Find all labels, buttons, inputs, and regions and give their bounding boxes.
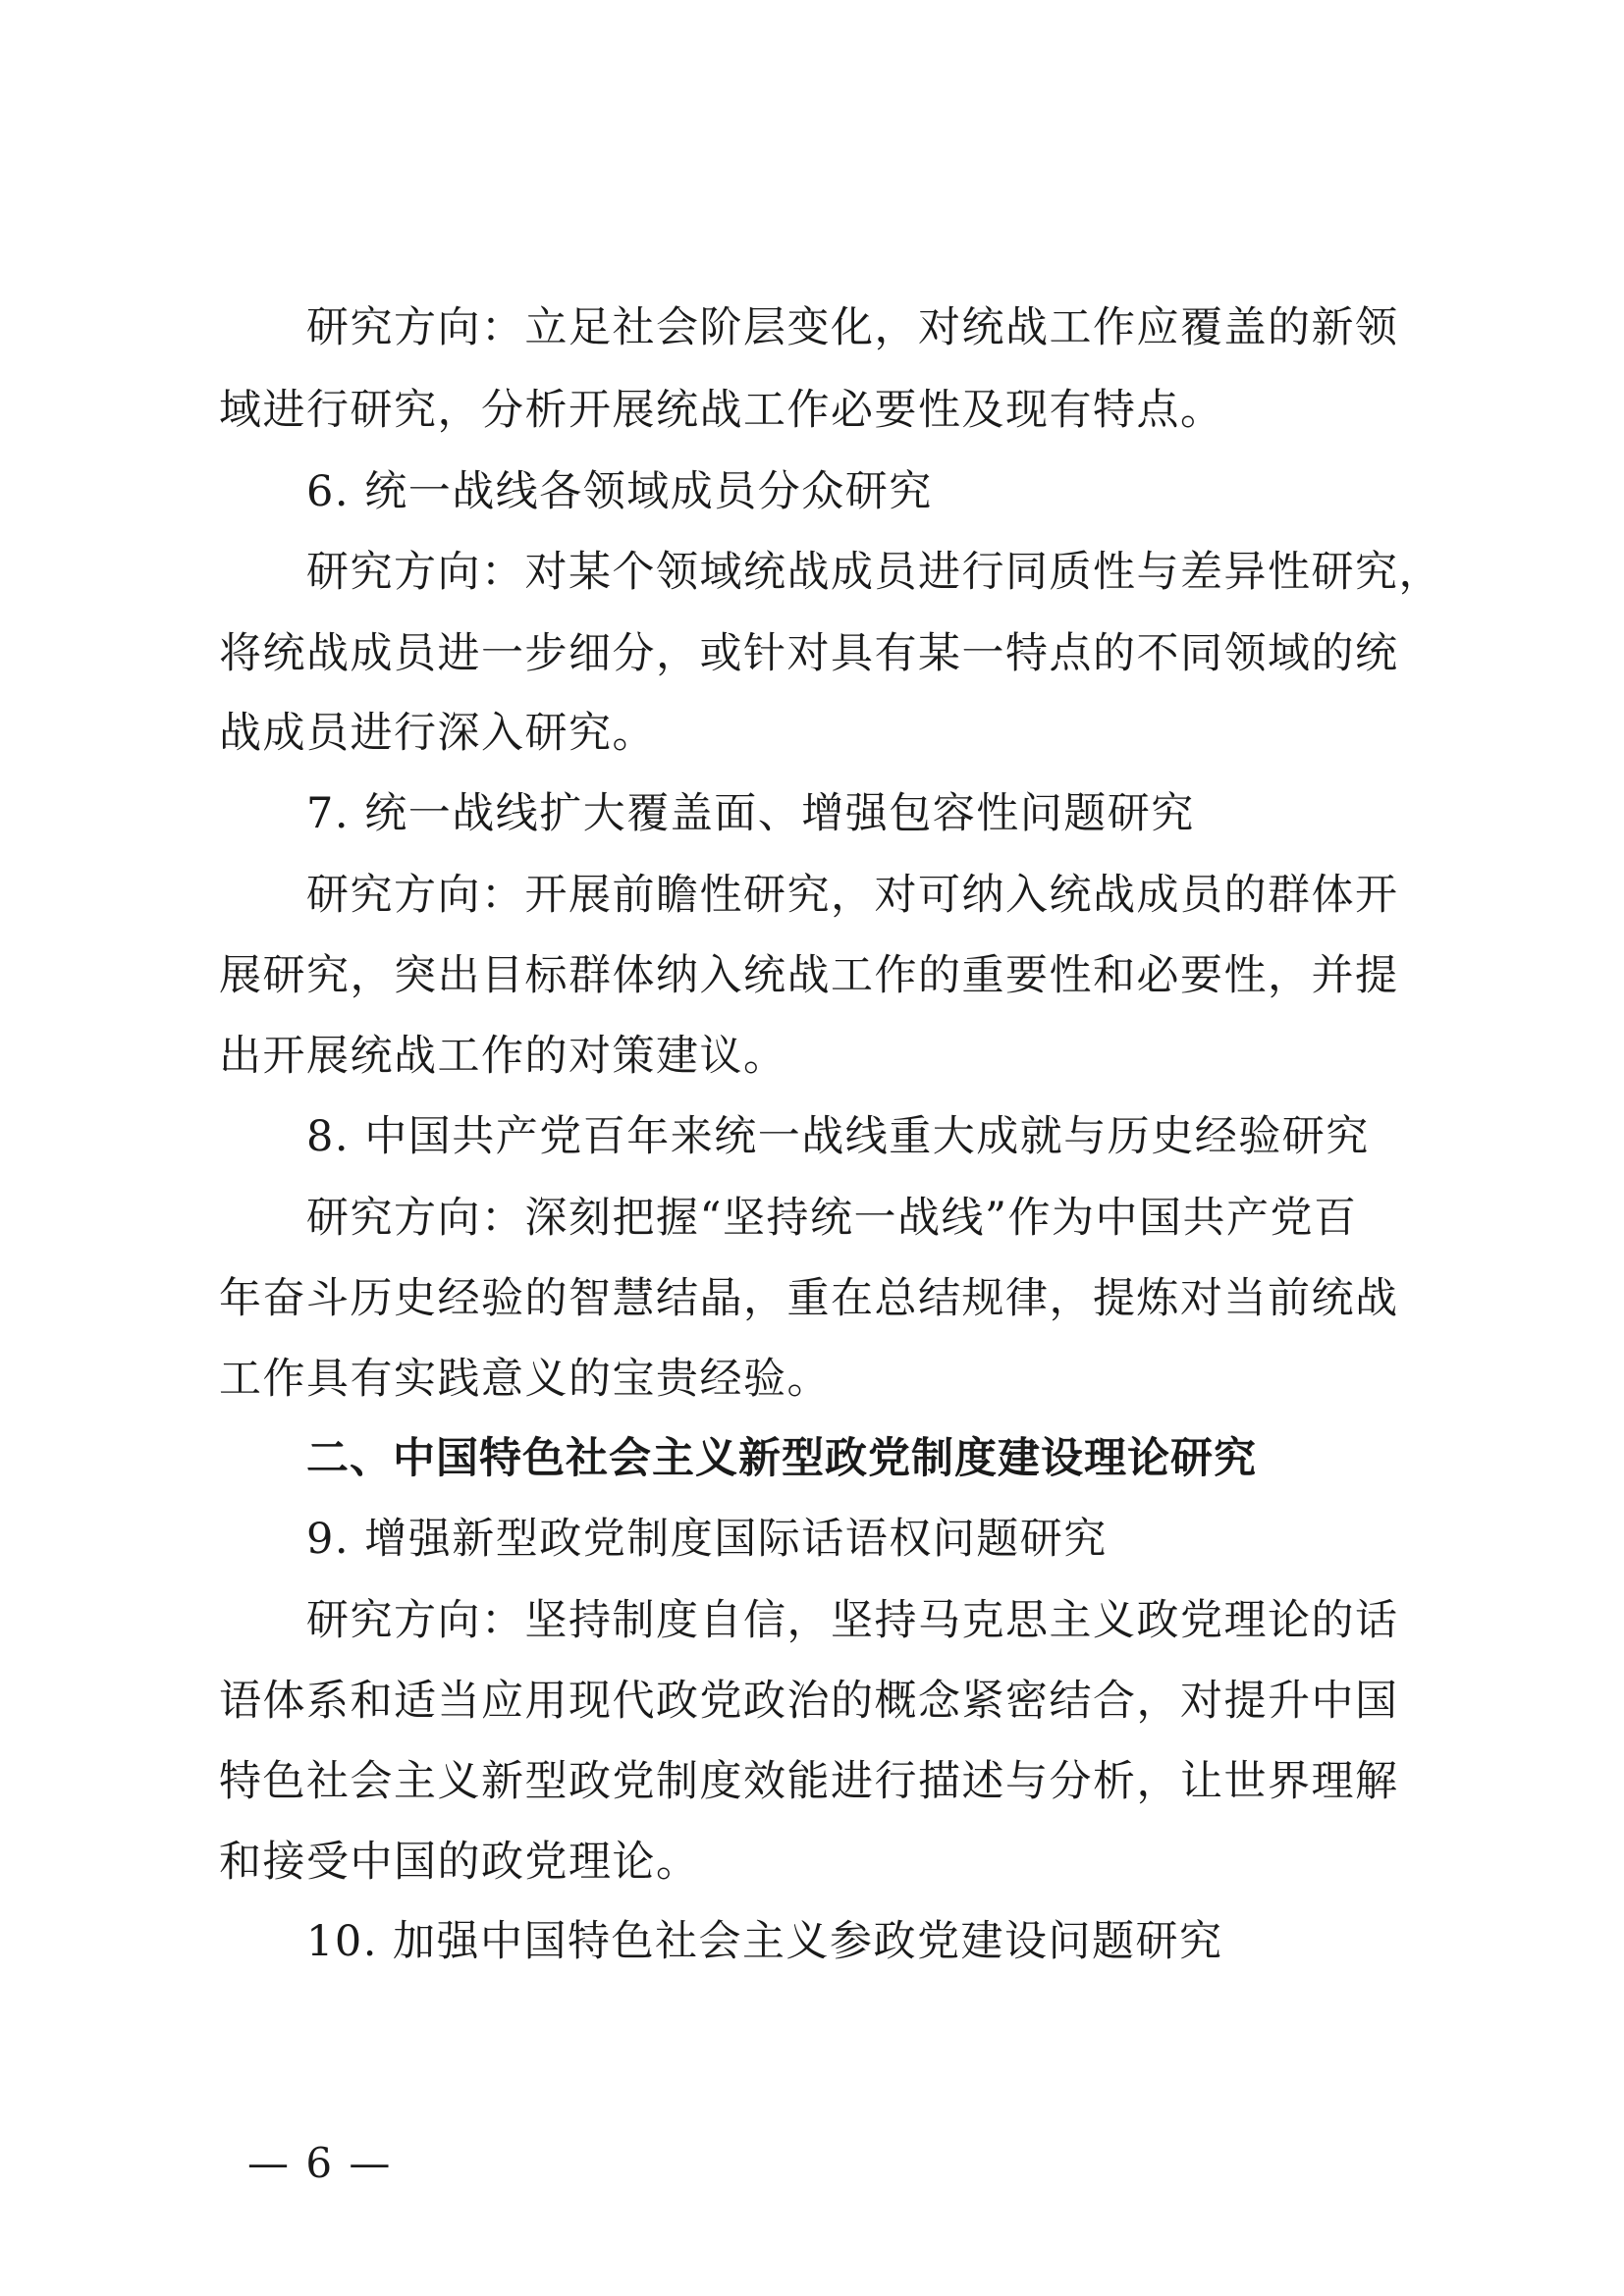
item-heading: 6. 统一战线各领域成员分众研究 [306, 467, 933, 516]
paragraph-line: 研究方向：坚持制度自信，坚持马克思主义政党理论的话 [306, 1596, 1399, 1645]
paragraph-line: 展研究，突出目标群体纳入统战工作的重要性和必要性，并提 [219, 951, 1399, 1000]
item-heading: 10. 加强中国特色社会主义参政党建设问题研究 [306, 1917, 1223, 1966]
item-heading: 8. 中国共产党百年来统一战线重大成就与历史经验研究 [306, 1112, 1370, 1161]
paragraph-line: 战成员进行深入研究。 [219, 709, 656, 758]
page-number: — 6 — [247, 2139, 393, 2187]
paragraph-line: 研究方向：开展前瞻性研究，对可纳入统战成员的群体开 [306, 871, 1399, 920]
item-heading: 7. 统一战线扩大覆盖面、增强包容性问题研究 [306, 789, 1195, 838]
paragraph-line: 特色社会主义新型政党制度效能进行描述与分析，让世界理解 [219, 1757, 1399, 1806]
paragraph-line: 将统战成员进一步细分，或针对具有某一特点的不同领域的统 [219, 629, 1399, 678]
paragraph-line: 出开展统战工作的对策建议。 [219, 1032, 787, 1081]
paragraph-line: 域进行研究，分析开展统战工作必要性及现有特点。 [219, 386, 1224, 435]
paragraph-line: 语体系和适当应用现代政党政治的概念紧密结合，对提升中国 [219, 1677, 1399, 1726]
section-heading: 二、中国特色社会主义新型政党制度建设理论研究 [306, 1434, 1257, 1483]
item-heading: 9. 增强新型政党制度国际话语权问题研究 [306, 1515, 1108, 1564]
paragraph-line: 和接受中国的政党理论。 [219, 1838, 700, 1887]
paragraph-line: 年奋斗历史经验的智慧结晶，重在总结规律，提炼对当前统战 [219, 1274, 1399, 1323]
paragraph-line: 工作具有实践意义的宝贵经验。 [219, 1355, 831, 1404]
paragraph-line: 研究方向：对某个领域统战成员进行同质性与差异性研究， [306, 548, 1442, 597]
paragraph-line: 研究方向：立足社会阶层变化，对统战工作应覆盖的新领 [306, 303, 1399, 352]
paragraph-line: 研究方向：深刻把握“坚持统一战线”作为中国共产党百 [306, 1194, 1358, 1243]
